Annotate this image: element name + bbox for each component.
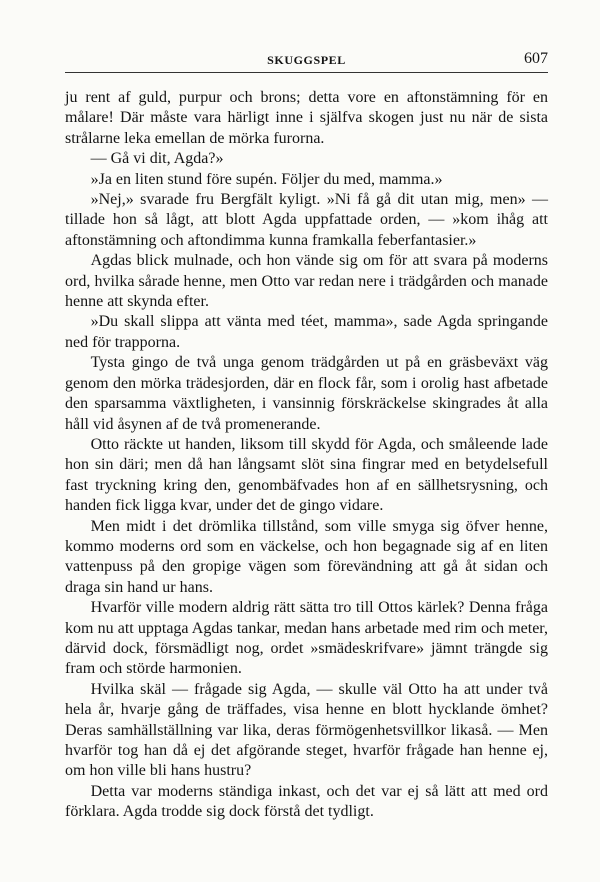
- paragraph-11: Hvilka skäl — frågade sig Agda, — skulle väl Otto ha att under två hela år, hvarje gång de träffades, visa henne en blott hycklande ömhet? Deras samhällställning var lika, deras förmögenhetsvillkor likaså. — Men hvarför tog han då ej det afgörande steget, hvarför frågade han henne ej, om hon ville bli hans hustru?: [65, 680, 548, 780]
- paragraph-7: Tysta gingo de två unga genom trädgården ut på en gräsbeväxt väg genom den mörka trädesjorden, där en flock får, som i orolig hast afbetade den sparsamma växtligheten, i vansinnig förskräckelse skingrades åt alla håll vid åsynen af de två promenerande.: [65, 354, 548, 433]
- body-text: [65, 88, 548, 823]
- paragraph-4: »Nej,» svarade fru Bergfält kyligt. »Ni få gå dit utan mig, men» — tillade hon så lågt, att blott Agda uppfattade orden, — »kom ihåg att aftonstämning och aftondimma kunna framkalla feberfantasier.»: [65, 191, 548, 249]
- running-title: SKUGGSPEL: [267, 53, 346, 67]
- running-header: [65, 50, 548, 70]
- paragraph-6: »Du skall slippa att vänta med téet, mamma», sade Agda springande ned för trapporna.: [65, 313, 548, 351]
- paragraph-3: »Ja en liten stund före supén. Följer du med, mamma.»: [90, 170, 443, 188]
- paragraph-1: ju rent af guld, purpur och brons; detta vore en aftonstämning för en målare! Där måste vara härligt inne i själfva skogen just nu när de sista strålarne leka emellan de mörka furorna.: [65, 89, 548, 147]
- paragraph-9: Men midt i det drömlika tillstånd, som ville smyga sig öfver henne, kommo moderns ord som en väckelse, och hon begagnade sig af en liten vattenpuss på den gropige vägen som förevändning att gå åt sidan och draga sin hand ur hans.: [65, 517, 548, 596]
- paragraph-2: — Gå vi dit, Agda?»: [90, 150, 224, 168]
- paragraph-8: Otto räckte ut handen, liksom till skydd för Agda, och småleende lade hon sin däri; men då han långsamt slöt sina fingrar med en betydelsefull fast tryckning kring den, genombäfvades hon af en sällhetsrysning, och handen fick ligga kvar, under det de gingo vidare.: [65, 435, 548, 515]
- page-number: 607: [524, 50, 548, 67]
- paragraph-12: Detta var moderns ständiga inkast, och det var ej så lätt att med ord förklara. Agda trodde sig dock förstå det tydligt.: [65, 782, 548, 821]
- header-rule: [65, 72, 548, 73]
- paragraph-5: Agdas blick mulnade, och hon vände sig om för att svara på moderns ord, hvilka sårade henne, men Otto var redan nere i trädgården och manade henne att skynda efter.: [65, 252, 548, 311]
- paragraph-10: Hvarför ville modern aldrig rätt sätta tro till Ottos kärlek? Denna fråga kom nu att upptaga Agdas tankar, medan hans arbetade med rim och meter, därvid dock, försmädligt nog, ordet »smädeskrifvare» jämnt trängde sig fram och störde harmonien.: [65, 599, 548, 678]
